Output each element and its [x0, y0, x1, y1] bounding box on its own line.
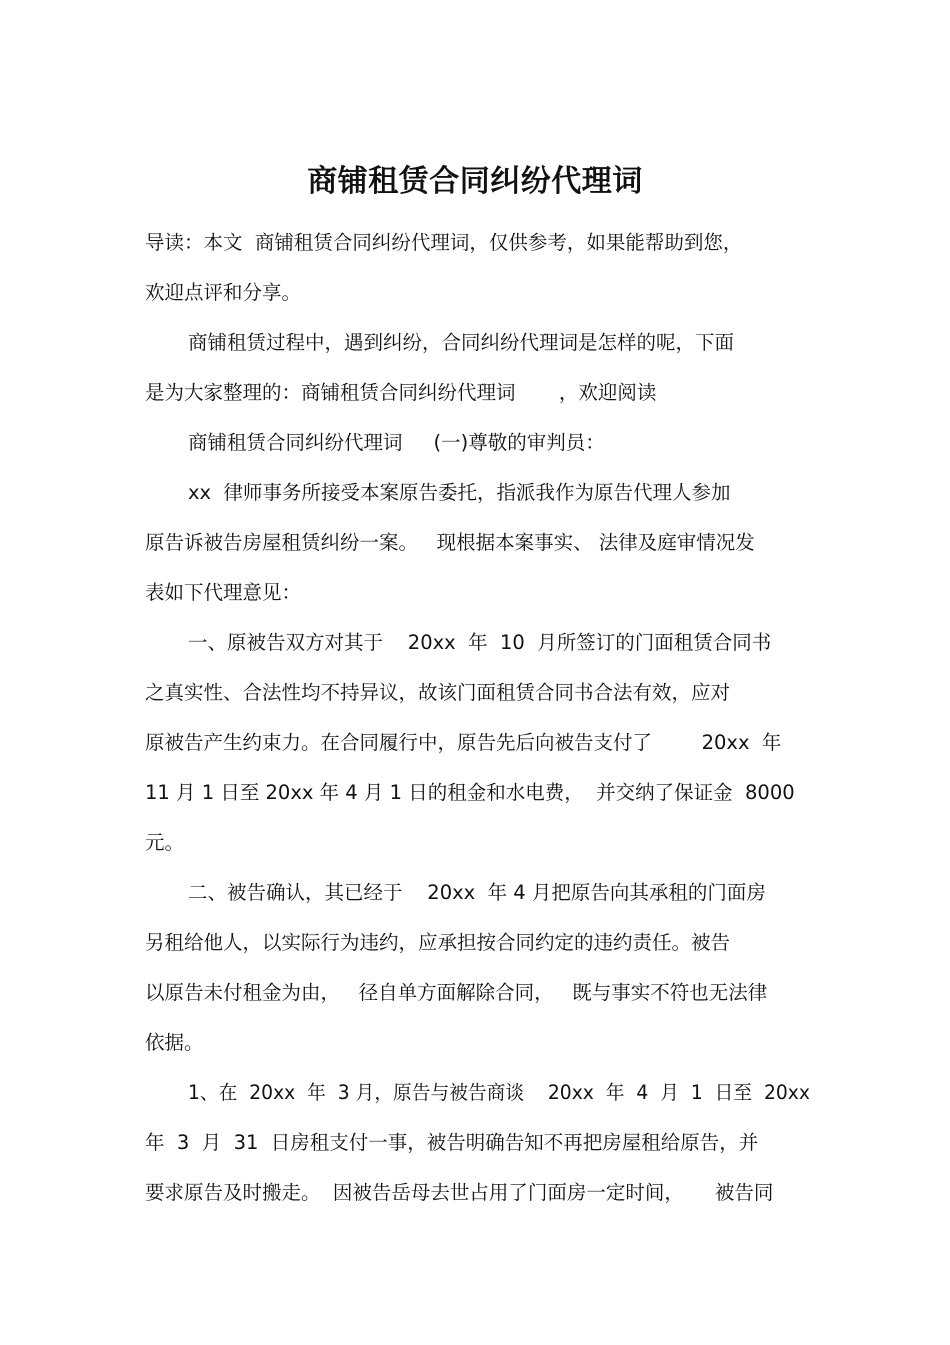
text-line-18: 1、在 20xx 年 3 月，原告与被告商谈 20xx 年 4 月 1 日至 20xx	[188, 1081, 810, 1104]
text-line-16: 以原告未付租金为由， 径自单方面解除合同， 既与事实不符也无法律	[145, 981, 768, 1004]
document-title: 商铺租赁合同纠纷代理词	[307, 164, 643, 200]
text-line-4: 是为大家整理的：商铺租赁合同纠纷代理词 ，欢迎阅读	[145, 381, 657, 404]
text-line-9: 一、原被告双方对其于 20xx 年 10 月所签订的门面租赁合同书	[188, 631, 772, 654]
text-line-17: 依据。	[145, 1031, 204, 1054]
text-line-8: 表如下代理意见：	[145, 581, 302, 604]
text-line-2: 欢迎点评和分享。	[145, 281, 302, 304]
text-line-13: 元。	[145, 831, 185, 854]
text-line-12: 11 月 1 日至 20xx 年 4 月 1 日的租金和水电费， 并交纳了保证金 8000	[145, 781, 795, 804]
text-line-14: 二、被告确认，其已经于 20xx 年 4 月把原告向其承租的门面房	[188, 881, 766, 904]
text-line-7: 原告诉被告房屋租赁纠纷一案。 现根据本案事实、 法律及庭审情况发	[145, 531, 755, 554]
text-line-5: 商铺租赁合同纠纷代理词 (一)尊敬的审判员：	[188, 431, 605, 454]
text-line-10: 之真实性、合法性均不持异议，故该门面租赁合同书合法有效，应对	[145, 681, 731, 704]
text-line-19: 年 3 月 31 日房租支付一事，被告明确告知不再把房屋租给原告，并	[145, 1131, 759, 1154]
text-line-3: 商铺租赁过程中，遇到纠纷，合同纠纷代理词是怎样的呢，下面	[188, 331, 735, 354]
text-line-11: 原被告产生约束力。在合同履行中，原告先后向被告支付了 20xx 年	[145, 731, 782, 754]
text-line-20: 要求原告及时搬走。 因被告岳母去世占用了门面房一定时间， 被告同	[145, 1181, 774, 1204]
text-line-15: 另租给他人，以实际行为违约，应承担按合同约定的违约责任。被告	[145, 931, 731, 954]
text-line-1: 导读：本文 商铺租赁合同纠纷代理词，仅供参考，如果能帮助到您，	[145, 231, 743, 254]
text-line-6: xx 律师事务所接受本案原告委托，指派我作为原告代理人参加	[188, 481, 731, 504]
